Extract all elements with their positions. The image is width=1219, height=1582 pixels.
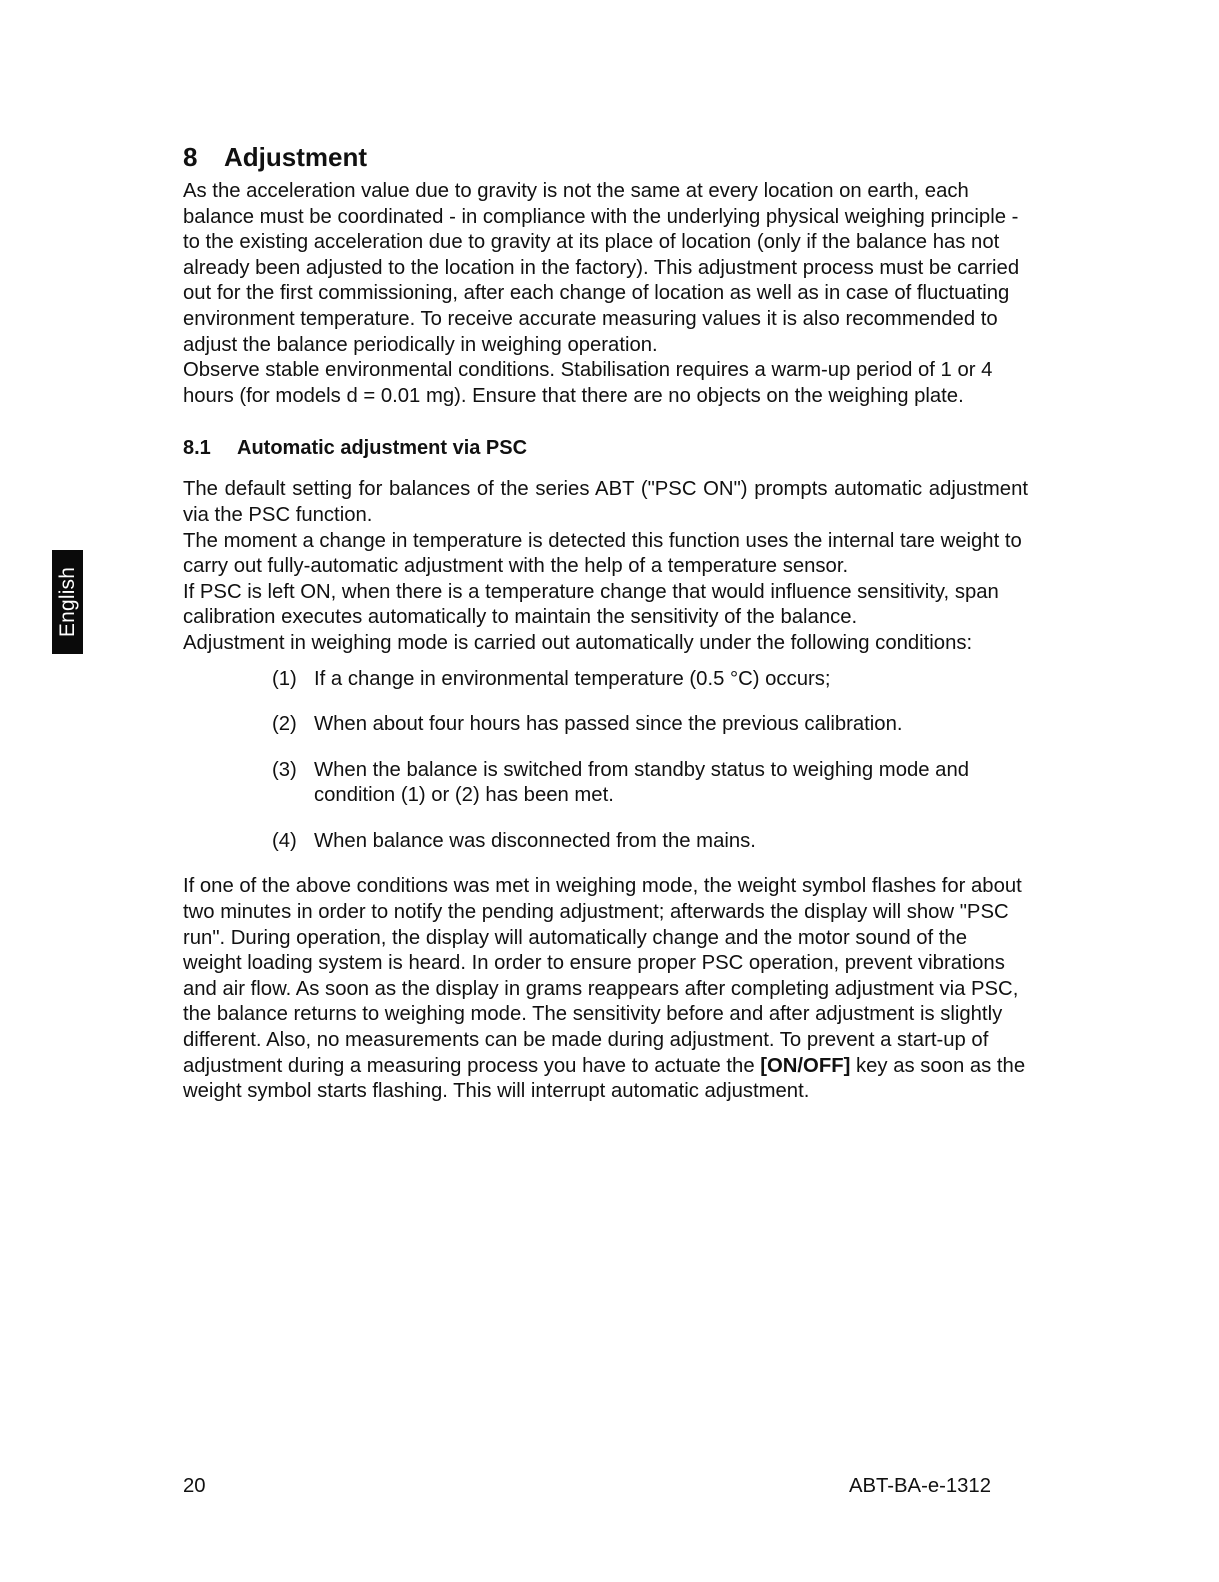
- main-content: [183, 140, 1028, 1105]
- document-id: ABT-BA-e-1312: [848, 1475, 991, 1497]
- closing-text-before-key: If one of the above conditions was met in weighing mode, the weight symbol flashes for about two minutes in order to notify the pending adjustment; afterwards the display will show "PSC run". During operation, the display will automatically change and the motor sound of the weight loading system is heard. In order to ensure proper PSC operation, prevent vibrations and air flow. As soon as the display in grams reappears after completing adjustment via PSC, the balance returns to weighing mode. The sensitivity before and after adjustment is slightly different. Also, no measurements can be made during adjustment. To prevent a start-up of adjustment during a measuring process you have to actuate the: [183, 875, 1022, 1077]
- subsection-paragraph-2: If PSC is left ON, when there is a temperature change that would influence sensitivity, span calibration executes automatically to maintain the sensitivity of the balance.: [183, 580, 999, 629]
- subsection-title: Automatic adjustment via PSC: [237, 437, 528, 460]
- subsection-heading: [183, 435, 1028, 461]
- condition-marker: (1): [272, 667, 297, 690]
- on-off-key-label: [ON/OFF]: [760, 1054, 851, 1077]
- condition-item: [272, 667, 1028, 693]
- condition-text: If a change in environmental temperature (0.5 °C) occurs;: [314, 667, 831, 690]
- section-heading: [183, 140, 1028, 174]
- condition-item: [272, 829, 1028, 855]
- subsection-number: 8.1: [183, 437, 211, 460]
- condition-marker: (2): [272, 713, 297, 736]
- condition-text: When about four hours has passed since the previous calibration.: [314, 713, 903, 736]
- subsection-intro: The default setting for balances of the series ABT ("PSC ON") prompts automatic adjustment via the PSC function.: [183, 478, 1028, 526]
- condition-text: When the balance is switched from standby status to weighing mode and condition (1) or (2) has been met.: [314, 758, 970, 807]
- condition-text: When balance was disconnected from the mains.: [314, 829, 756, 852]
- subsection-paragraph-1: The moment a change in temperature is detected this function uses the internal tare weight to carry out fully-automatic adjustment with the help of a temperature sensor.: [183, 529, 1022, 578]
- language-side-tab: [52, 550, 83, 654]
- condition-marker: (4): [272, 829, 297, 852]
- section-number: 8: [183, 142, 198, 172]
- section-paragraph-2: Observe stable environmental conditions. Stabilisation requires a warm-up period of 1 or 4 hours (for models d = 0.01 mg). Ensure that there are no objects on the weighing plate.: [183, 359, 993, 407]
- closing-text-after-key: key as soon as the weight symbol starts flashing. This will interrupt automatic adjustment.: [183, 1054, 1026, 1103]
- condition-item: [272, 758, 1028, 809]
- subsection-paragraph-3: Adjustment in weighing mode is carried out automatically under the following conditions:: [183, 631, 973, 654]
- section-paragraph-1: As the acceleration value due to gravity is not the same at every location on earth, each balance must be coordinated - in compliance with the underlying physical weighing principle - to the existing acceleration due to gravity at its place of location (only if the balance has not already been adjusted to the location in the factory). This adjustment process must be carried out for the first commissioning, after each change of location as well as in case of fluctuating environment temperature. To receive accurate measuring values it is also recommended to adjust the balance periodically in weighing operation.: [183, 180, 1020, 356]
- language-label: English: [55, 566, 79, 638]
- section-title: Adjustment: [224, 142, 367, 172]
- conditions-list: [272, 667, 1028, 855]
- page-number: 20: [183, 1475, 206, 1497]
- closing-paragraph: [183, 874, 1028, 1104]
- condition-item: [272, 712, 1028, 738]
- condition-marker: (3): [272, 758, 297, 781]
